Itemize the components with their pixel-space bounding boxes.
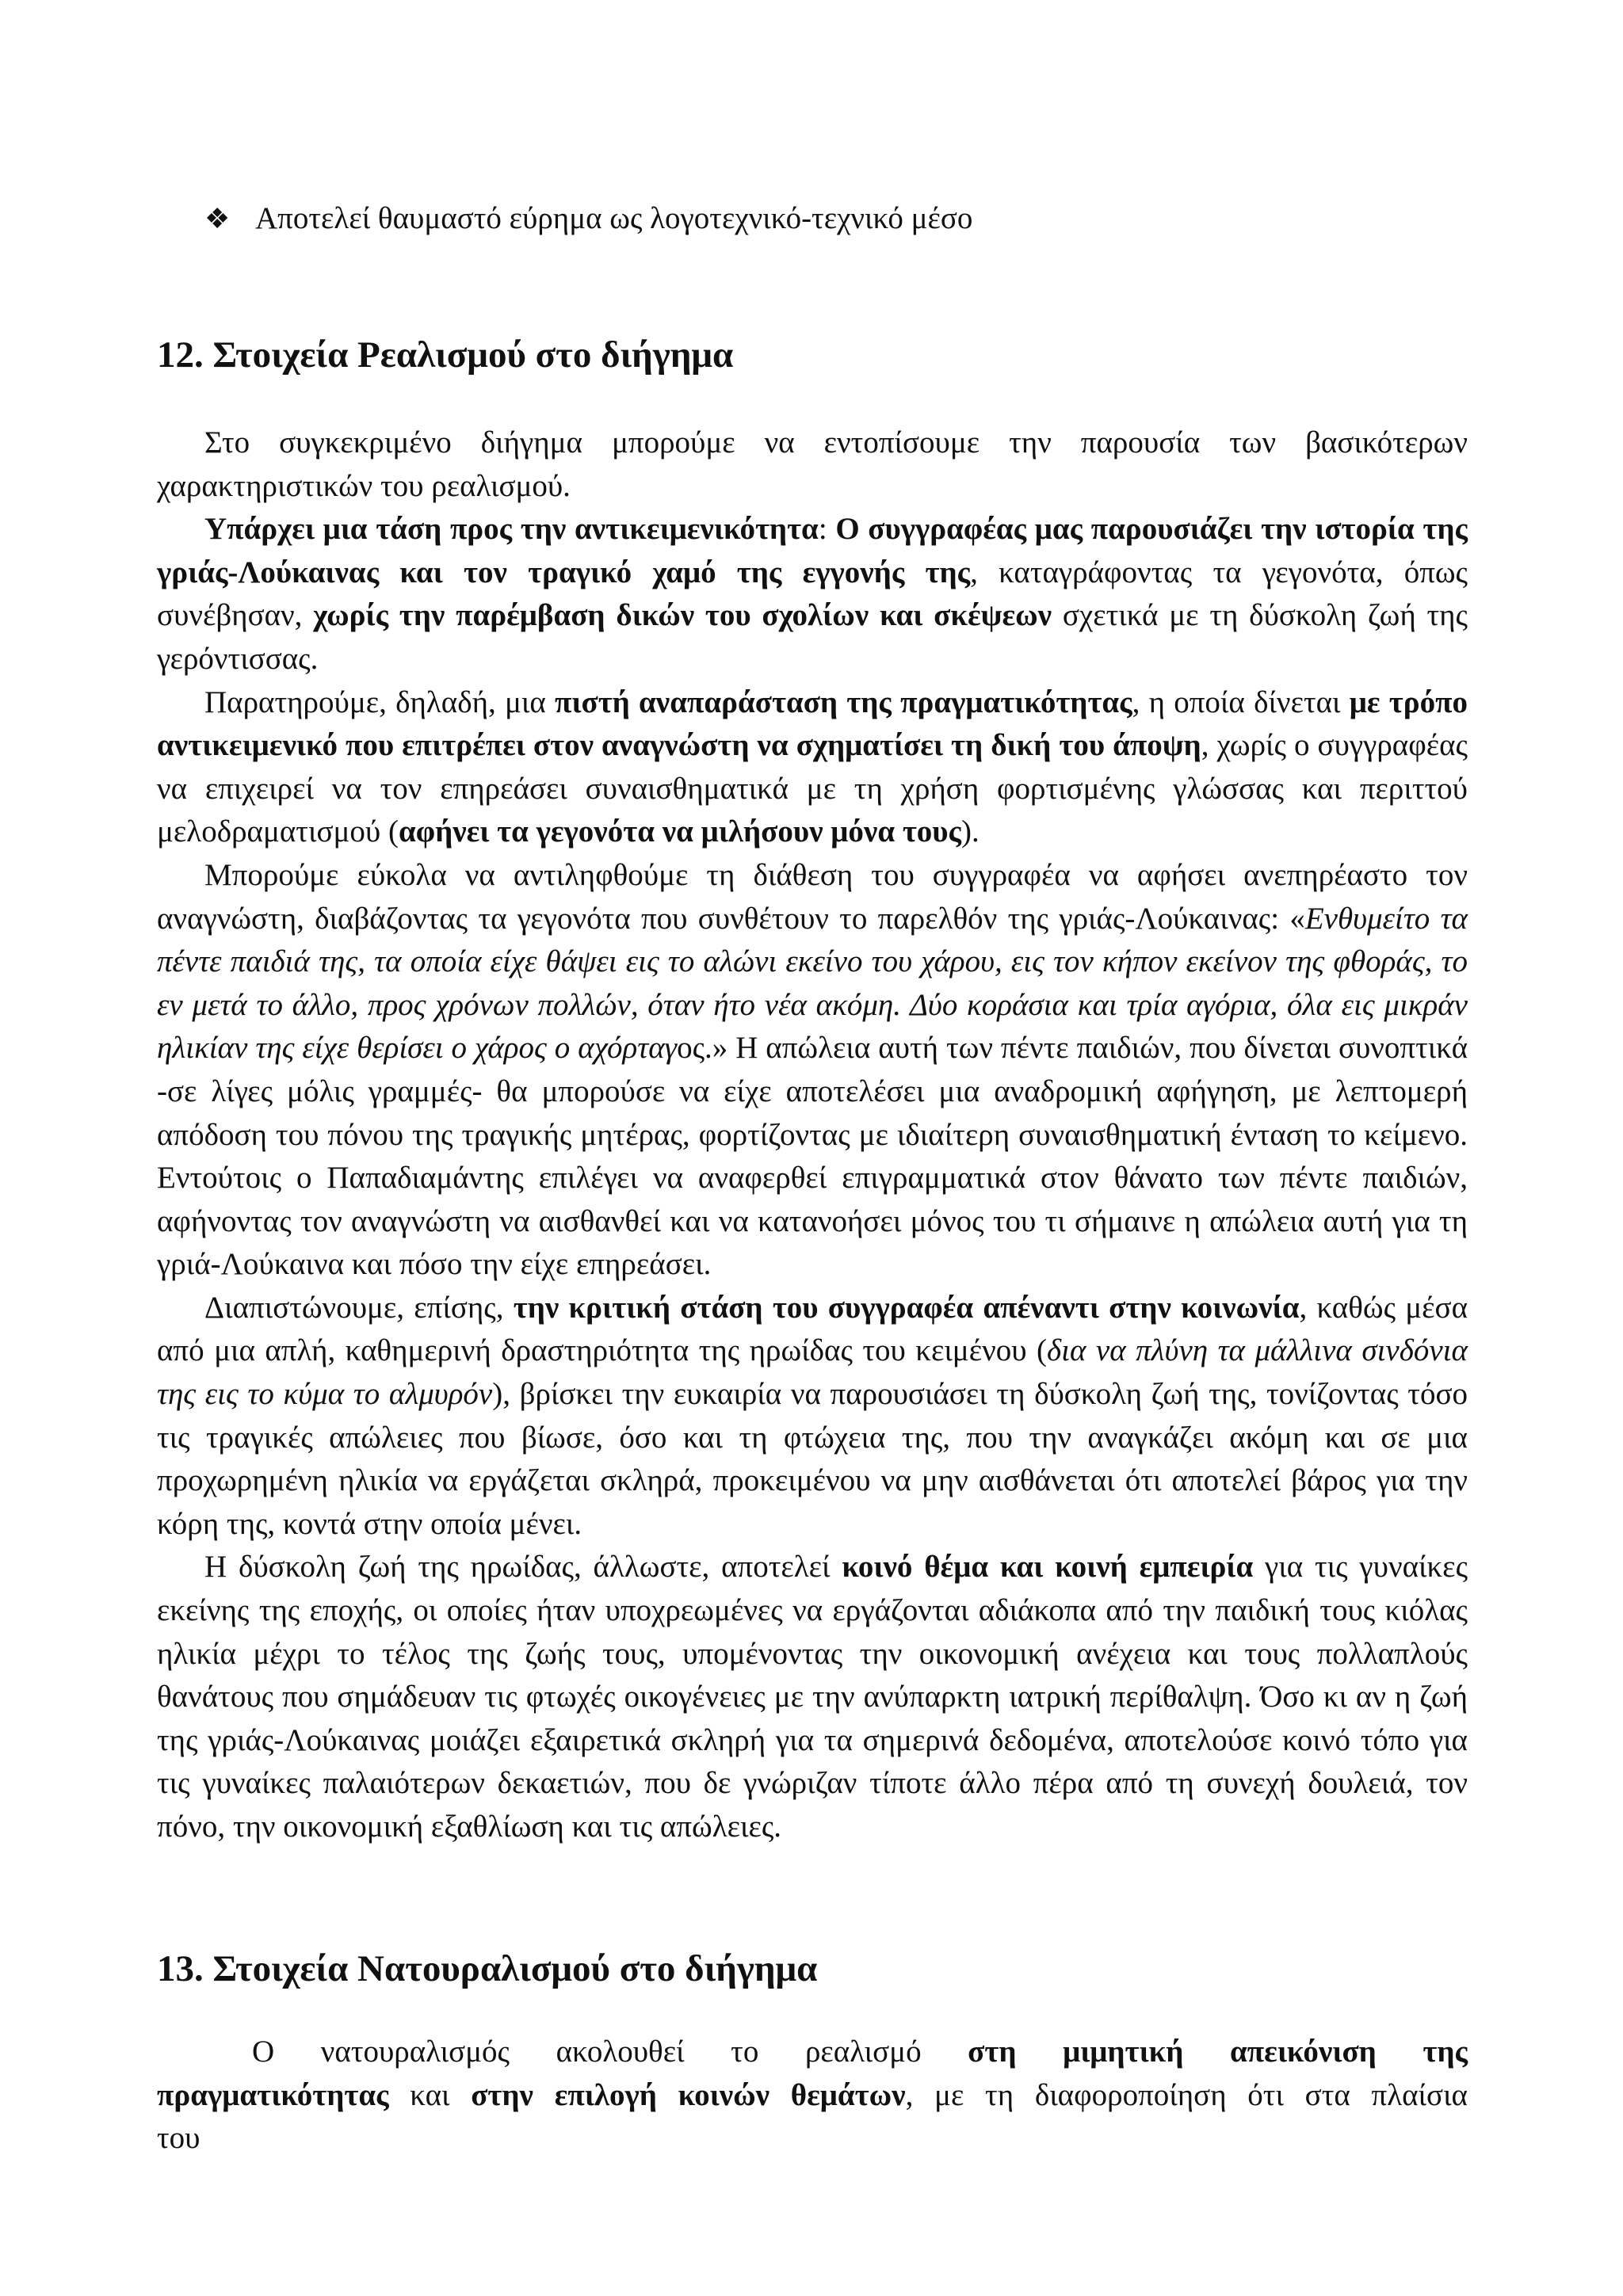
- paragraph-1: [157, 2031, 1468, 2161]
- bold-text: χωρίς την παρέμβαση δικών του σχολίων και σκέψεων: [313, 598, 1052, 633]
- section-13-heading: 13. Στοιχεία Νατουραλισμού στο διήγημα: [157, 1948, 818, 1989]
- bold-text: με τρόπο αντικειμενικό που επιτρέπει στον αναγνώστη να σχηματίσει τη δική του άποψη: [157, 685, 1468, 763]
- bold-text: Υπάρχει μια τάση προς την αντικειμενικότητα: [204, 512, 819, 547]
- text: , χωρίς ο συγγραφέας να επιχειρεί να τον επηρεάσει συναισθηματικά με τη χρήση φορτισμένης γλώσσας και περιττού μελοδραματισμού (: [157, 728, 1468, 849]
- paragraph-6: [157, 1546, 1468, 1848]
- bullet-text: Αποτελεί θαυμαστό εύρημα ως λογοτεχνικό-τεχνικό μέσο: [255, 201, 973, 235]
- text: και: [388, 2077, 472, 2112]
- diamond-bullet-icon: ❖: [204, 203, 231, 235]
- text: Ο νατουραλισμός ακολουθεί το ρεαλισμό: [252, 2035, 968, 2069]
- section-12-heading: 12. Στοιχεία Ρεαλισμού στο διήγημα: [157, 334, 734, 376]
- section-12-body: [157, 421, 1468, 1849]
- text: ), βρίσκει την ευκαιρία να παρουσιάσει τη δύσκολη ζωή της, τονίζοντας τόσο τις τραγικές απώλειες που βίωσε, όσο και τη φτώχεια της, που την αναγκάζει ακόμη και σε μια προχωρημένη ηλικία να εργάζεται σκληρά, προκειμένου να μην αισθάνεται ότι αποτελεί βάρος για την κόρη της, κοντά στην οποία μένει.: [157, 1377, 1468, 1541]
- text: , με τη διαφοροποίηση ότι στα πλαίσια του: [157, 2077, 1468, 2156]
- bold-text: πιστή αναπαράσταση της πραγματικότητας: [555, 685, 1132, 719]
- paragraph-4: [157, 854, 1468, 1287]
- paragraph-1: Στο συγκεκριμένο διήγημα μπορούμε να εντοπίσουμε την παρουσία των βασικότερων χαρακτηριστικών του ρεαλισμού.: [157, 425, 1468, 503]
- italic-text: δια να πλύνη τα μάλλινα σινδόνια της εις το κύμα το αλμυρόν: [157, 1333, 1468, 1412]
- text: ος.» Η απώλεια αυτή των πέντε παιδιών, που δίνεται συνοπτικά -σε λίγες μόλις γραμμές- θα μπορούσε να είχε αποτελέσει μια αναδρομική αφήγηση, με λεπτομερή απόδοση του πόνου της τραγικής μητέρας, φορτίζοντας με ιδιαίτερη συναισθηματική ένταση το κείμενο. Εντούτοις ο Παπαδιαμάντης επιλέγει να αναφερθεί επιγραμματικά στον θάνατο των πέντε παιδιών, αφήνοντας τον αναγνώστη να αισθανθεί και να κατανοήσει μόνος του τι σήμαινε η απώλεια αυτή για τη γριά-Λούκαινα και πόσο την είχε επηρεάσει.: [157, 1031, 1468, 1282]
- text: , καθώς μέσα από μια απλή, καθημερινή δραστηριότητα της ηρωίδας του κειμένου (: [157, 1290, 1468, 1368]
- text: , καταγράφοντας τα γεγονότα, όπως συνέβησαν,: [157, 555, 1468, 633]
- bold-text: στη μιμητική απεικόνιση της πραγματικότητας: [157, 2035, 1468, 2112]
- bold-text: Ο συγγραφέας μας παρουσιάζει την ιστορία της γριάς-Λούκαινας και τον τραγικό χαμό της εγγονής της: [157, 512, 1468, 589]
- paragraph-2: [157, 508, 1468, 681]
- bold-text: αφήνει τα γεγονότα να μιλήσουν μόνα τους: [398, 814, 962, 849]
- text: για τις γυναίκες εκείνης της εποχής, οι οποίες ήταν υποχρεωμένες να εργάζονται αδιάκοπα από την παιδική τους κιόλας ηλικία μέχρι το τέλος της ζωής τους, υπομένοντας την οικονομική ανέχεια και τους πολλαπλούς θανάτους που σημάδευαν τις φτωχές οικογένειες με την ανύπαρκτη ιατρική περίθαλψη. Όσο κι αν η ζωή της γριάς-Λούκαινας μοιάζει εξαιρετικά σκληρή για τα σημερινά δεδομένα, αποτελούσε κοινό τόπο για τις γυναίκες παλαιότερων δεκαετιών, που δε γνώριζαν τίποτε άλλο πέρα από τη συνεχή δουλειά, τον πόνο, την οικονομική εξαθλίωση και τις απώλειες.: [157, 1550, 1468, 1844]
- text: :: [818, 512, 836, 547]
- text: ).: [961, 814, 980, 849]
- paragraph-3: [157, 681, 1468, 854]
- paragraph-5: [157, 1287, 1468, 1547]
- text: Η δύσκολη ζωή της ηρωίδας, άλλωστε, αποτελεί: [204, 1550, 842, 1585]
- text: σχετικά με τη δύσκολη ζωή της γερόντισσας.: [157, 598, 1468, 676]
- text: Παρατηρούμε, δηλαδή, μια: [204, 685, 556, 719]
- text: Διαπιστώνουμε, επίσης,: [204, 1290, 514, 1325]
- bullet-item: [204, 198, 1472, 239]
- bold-text: την κριτική στάση του συγγραφέα απέναντι στην κοινωνία: [513, 1290, 1300, 1325]
- quote-italic-text: Ενθυμείτο τα πέντε παιδιά της, τα οποία είχε θάψει εις το αλώνι εκείνο του χάρου, εις τον κήπον εκείνον της φθοράς, το εν μετά το άλλο, προς χρόνων πολλών, όταν ήτο νέα ακόμη. Δύο κοράσια και τρία αγόρια, όλα εις μικράν ηλικίαν της είχε θερίσει ο χάρος ο αχόρταγ: [157, 901, 1468, 1066]
- bold-text: κοινό θέμα και κοινή εμπειρία: [842, 1550, 1254, 1585]
- section-13-body: [157, 2031, 1468, 2161]
- text: , η οποία δίνεται: [1132, 685, 1350, 719]
- text: Μπορούμε εύκολα να αντιληφθούμε τη διάθεση του συγγραφέα να αφήσει ανεπηρέαστο τον αναγνώστη, διαβάζοντας τα γεγονότα που συνθέτουν το παρελθόν της γριάς-Λούκαινας: «: [157, 857, 1468, 936]
- bold-text: στην επιλογή κοινών θεμάτων: [471, 2077, 906, 2112]
